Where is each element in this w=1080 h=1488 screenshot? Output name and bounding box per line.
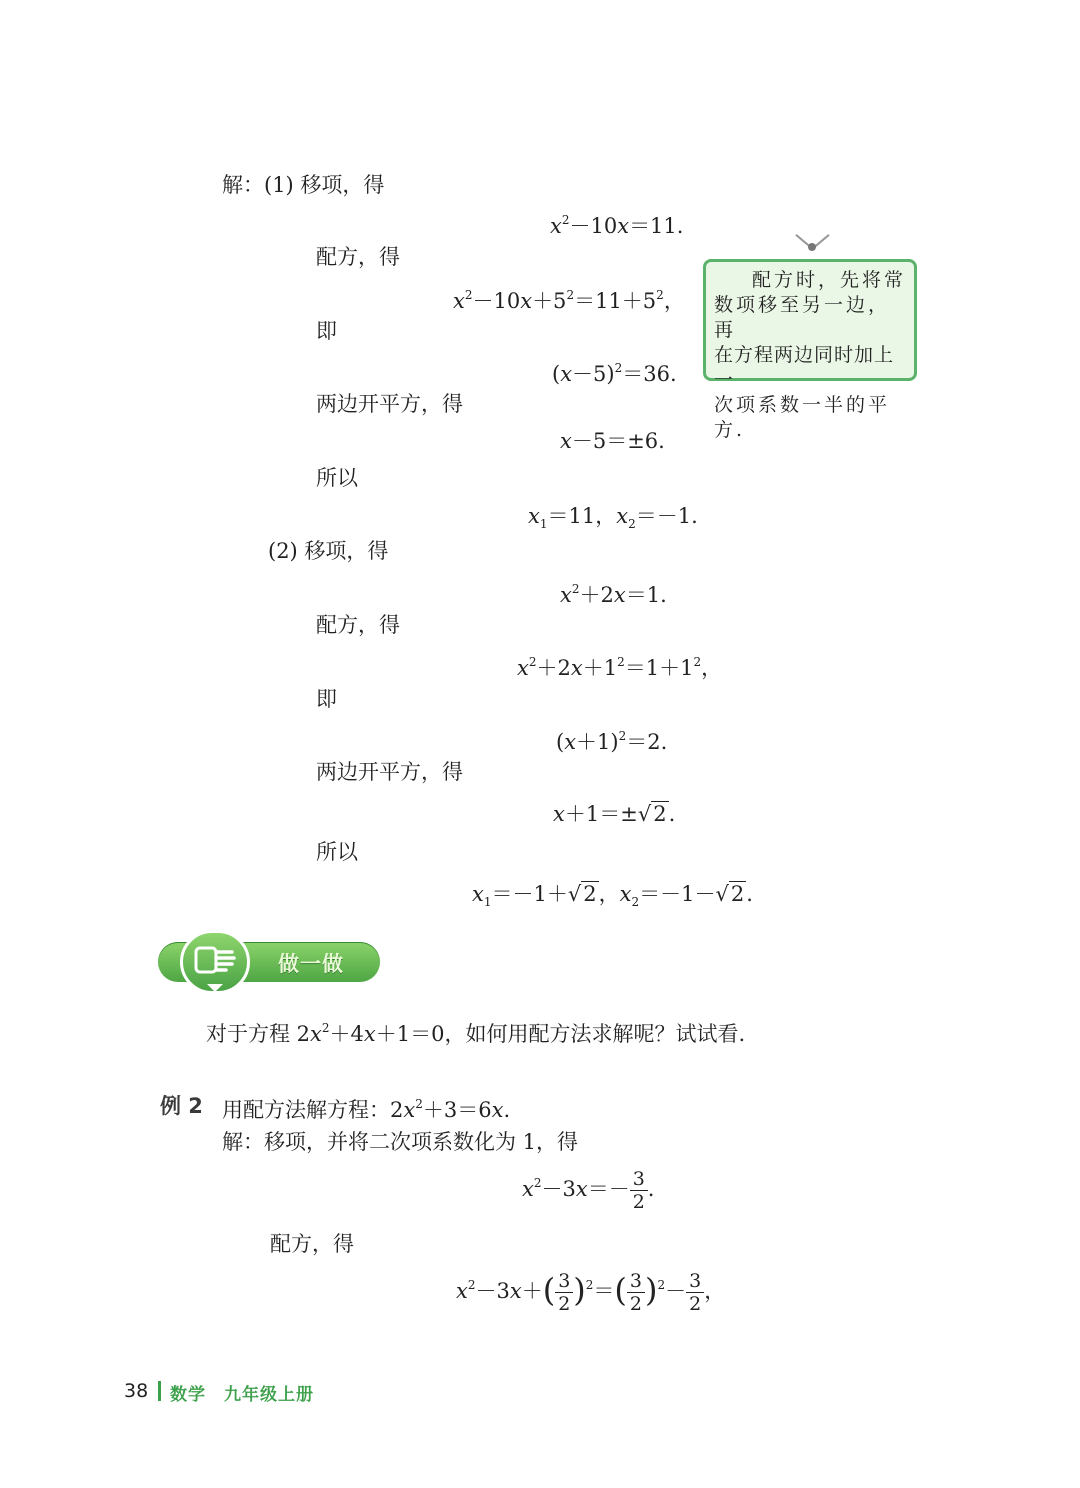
part2-eq1: $x^2+2x=1$. — [560, 582, 667, 607]
footer-divider — [158, 1381, 161, 1401]
note-line: 在方程两边同时加上一 — [714, 344, 895, 391]
part2-eq5: $x_1=-1+√2$，$x_2=-1-√2$. — [472, 882, 753, 909]
example2-step-complete-square: 配方，得 — [270, 1232, 354, 1256]
part2-suoyi: 所以 — [316, 840, 358, 864]
part1-eq2: $x^2-10x+5^2=11+5^2$， — [453, 288, 685, 313]
hand-icon — [192, 940, 238, 980]
part2-step-sqrt: 两边开平方，得 — [316, 760, 463, 784]
part1-eq4: x－5＝±6. — [560, 429, 665, 453]
part1-step-complete-square: 配方，得 — [316, 245, 400, 269]
note-pin-icon — [808, 243, 816, 251]
note-line: 数项移至另一边，再 — [714, 294, 891, 341]
note-line: 次项系数一半的平方. — [714, 394, 891, 441]
example2-eq2: $x^2-3x+$( $\frac{3}{2}$ )$^2$＝( $\frac{3}{2}$ )$^2$－ $\frac{3}{2}$ ， — [456, 1270, 726, 1315]
try-it-text: 对于方程 $2x^2+4x+1=0$，如何用配方法求解呢？试试看. — [206, 1021, 746, 1046]
part2-eq3: $(x+1)^2=2$. — [556, 729, 668, 754]
tip-note — [703, 259, 917, 441]
example2-prompt: 用配方法解方程：$2x^2+3=6x$. — [222, 1097, 511, 1122]
part2-eq4: x＋1＝±√2. — [553, 802, 676, 826]
part1-eq5: $x_1=11$，$x_2=-1$. — [528, 504, 698, 531]
part1-suoyi: 所以 — [316, 466, 358, 490]
part1-step-sqrt: 两边开平方，得 — [316, 392, 463, 416]
footer-subject: 数学 — [170, 1385, 206, 1405]
part1-eq3: $(x-5)^2=36$. — [552, 361, 677, 386]
chevron-down-icon — [207, 984, 223, 992]
footer-book-title — [170, 1380, 332, 1405]
try-it-label: 做一做 — [278, 952, 344, 976]
part2-step-complete-square: 配方，得 — [316, 613, 400, 637]
example2-solution-intro: 解：移项，并将二次项系数化为 1，得 — [222, 1130, 579, 1154]
part1-intro: 解：(1) 移项，得 — [222, 173, 385, 197]
part1-ji: 即 — [316, 319, 337, 343]
note-line: 配方时，先将常 — [752, 269, 907, 291]
example-label: 例 2 — [160, 1094, 203, 1118]
part2-eq2: $x^2+2x+1^2=1+1^2$， — [517, 655, 723, 680]
footer-book: 九年级上册 — [224, 1385, 314, 1405]
page-number: 38 — [124, 1380, 149, 1402]
part2-intro: (2) 移项，得 — [268, 539, 389, 563]
part1-eq1: $x^2-10x=11$. — [550, 213, 684, 238]
part2-ji: 即 — [316, 687, 337, 711]
example2-eq1: $x^2-3x=-$ $\frac{3}{2}$ . — [522, 1168, 655, 1213]
